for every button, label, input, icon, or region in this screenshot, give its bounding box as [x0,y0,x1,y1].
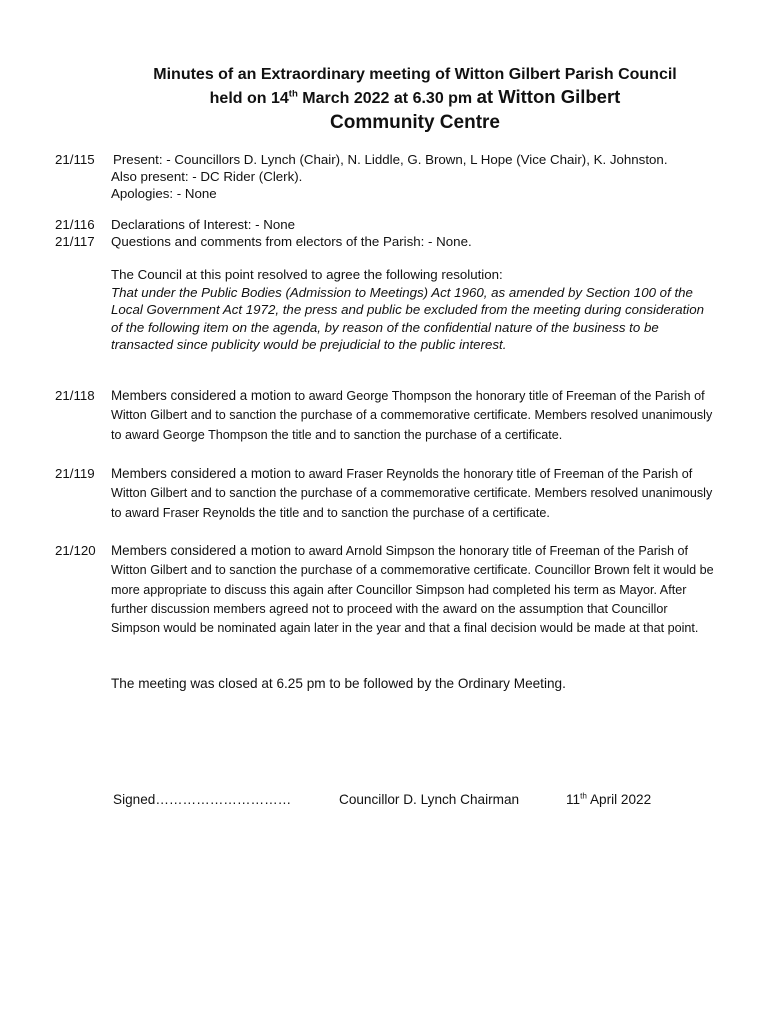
motion-lead: Members considered a motion [111,388,292,403]
minute-number: 21/115 [55,152,95,167]
minute-text [111,464,720,523]
document-title [60,64,770,136]
motion-text: to award Arnold Simpson the honorary title of Freeman of the Parish of Witton Gilbert and to sanction the purchase of a commemorative certificate. Councillor Brown felt it would be more appropriate to discuss this again after Councillor Simpson had completed his term as Mayor. After further discussion members agreed not to proceed with the award on the assumption that Councillor Simpson would be nominated again later in the year and that a final decision would be made at that point. [111,544,714,636]
title-date-prefix: held on 14 [209,90,289,107]
also-present-text: Also present: - DC Rider (Clerk). [111,169,303,184]
title-venue: at Witton Gilbert [476,86,621,107]
motion-text: to award Fraser Reynolds the honorary title of Freeman of the Parish of Witton Gilbert and to sanction the purchase of a commemorative certificate. Members resolved unanimously to award Fraser Reynolds the title and to sanction the purchase of a certificate. [111,467,713,520]
minute-number: 21/118 [55,388,95,403]
present-text: Present: - Councillors D. Lynch (Chair), N. Liddle, G. Brown, L Hope (Vice Chair), K. Johnston. [113,152,668,167]
motion-text: to award George Thompson the honorary title of Freeman of the Parish of Witton Gilbert and to sanction the purchase of a commemorative certificate. Members resolved unanimously to award George Thompson the title and to sanction the purchase of a certificate. [111,389,713,442]
minute-number: 21/119 [55,466,95,481]
minute-item-115 [55,151,720,202]
exclusion-resolution [111,266,711,354]
signature-date [566,792,651,807]
minute-number: 21/116 [55,217,95,232]
signature-line: Signed………………………… [113,792,292,807]
minute-item-117 [55,233,720,250]
resolution-text: That under the Public Bodies (Admission to Meetings) Act 1960, as amended by Section 100 of the Local Government Act 1972, the press and public be excluded from the meeting during consideration of the following item on the agenda, by reason of the confidential nature of the business to be transacted since publicity would be prejudicial to the public interest. [111,284,705,352]
minute-text: Questions and comments from electors of the Parish: - None. [111,234,472,249]
minute-text [111,541,720,638]
minute-number: 21/117 [55,234,95,249]
motion-lead: Members considered a motion [111,543,292,558]
title-line-3: Community Centre [330,112,500,133]
title-date-time: March 2022 at 6.30 pm [297,90,477,107]
motion-lead: Members considered a motion [111,466,292,481]
signature-date-rest: April 2022 [586,792,652,807]
signature-date-suffix: th [580,791,587,801]
minute-number: 21/120 [55,543,96,558]
signature-date-day: 11 [566,792,581,807]
minute-text: Declarations of Interest: - None [111,217,296,232]
resolution-intro: The Council at this point resolved to agree the following resolution: [111,267,503,282]
minute-item-118 [55,386,720,445]
minute-item-120 [55,541,720,638]
closing-statement: The meeting was closed at 6.25 pm to be followed by the Ordinary Meeting. [111,676,566,691]
title-line-2 [60,86,770,110]
minute-item-119 [55,464,720,523]
minute-item-116 [55,216,720,233]
minute-text [111,386,720,445]
chairman-name: Councillor D. Lynch Chairman [339,792,520,807]
title-line-1: Minutes of an Extraordinary meeting of Witton Gilbert Parish Council [153,66,677,83]
apologies-text: Apologies: - None [111,186,217,201]
title-date-suffix: th [288,88,298,100]
